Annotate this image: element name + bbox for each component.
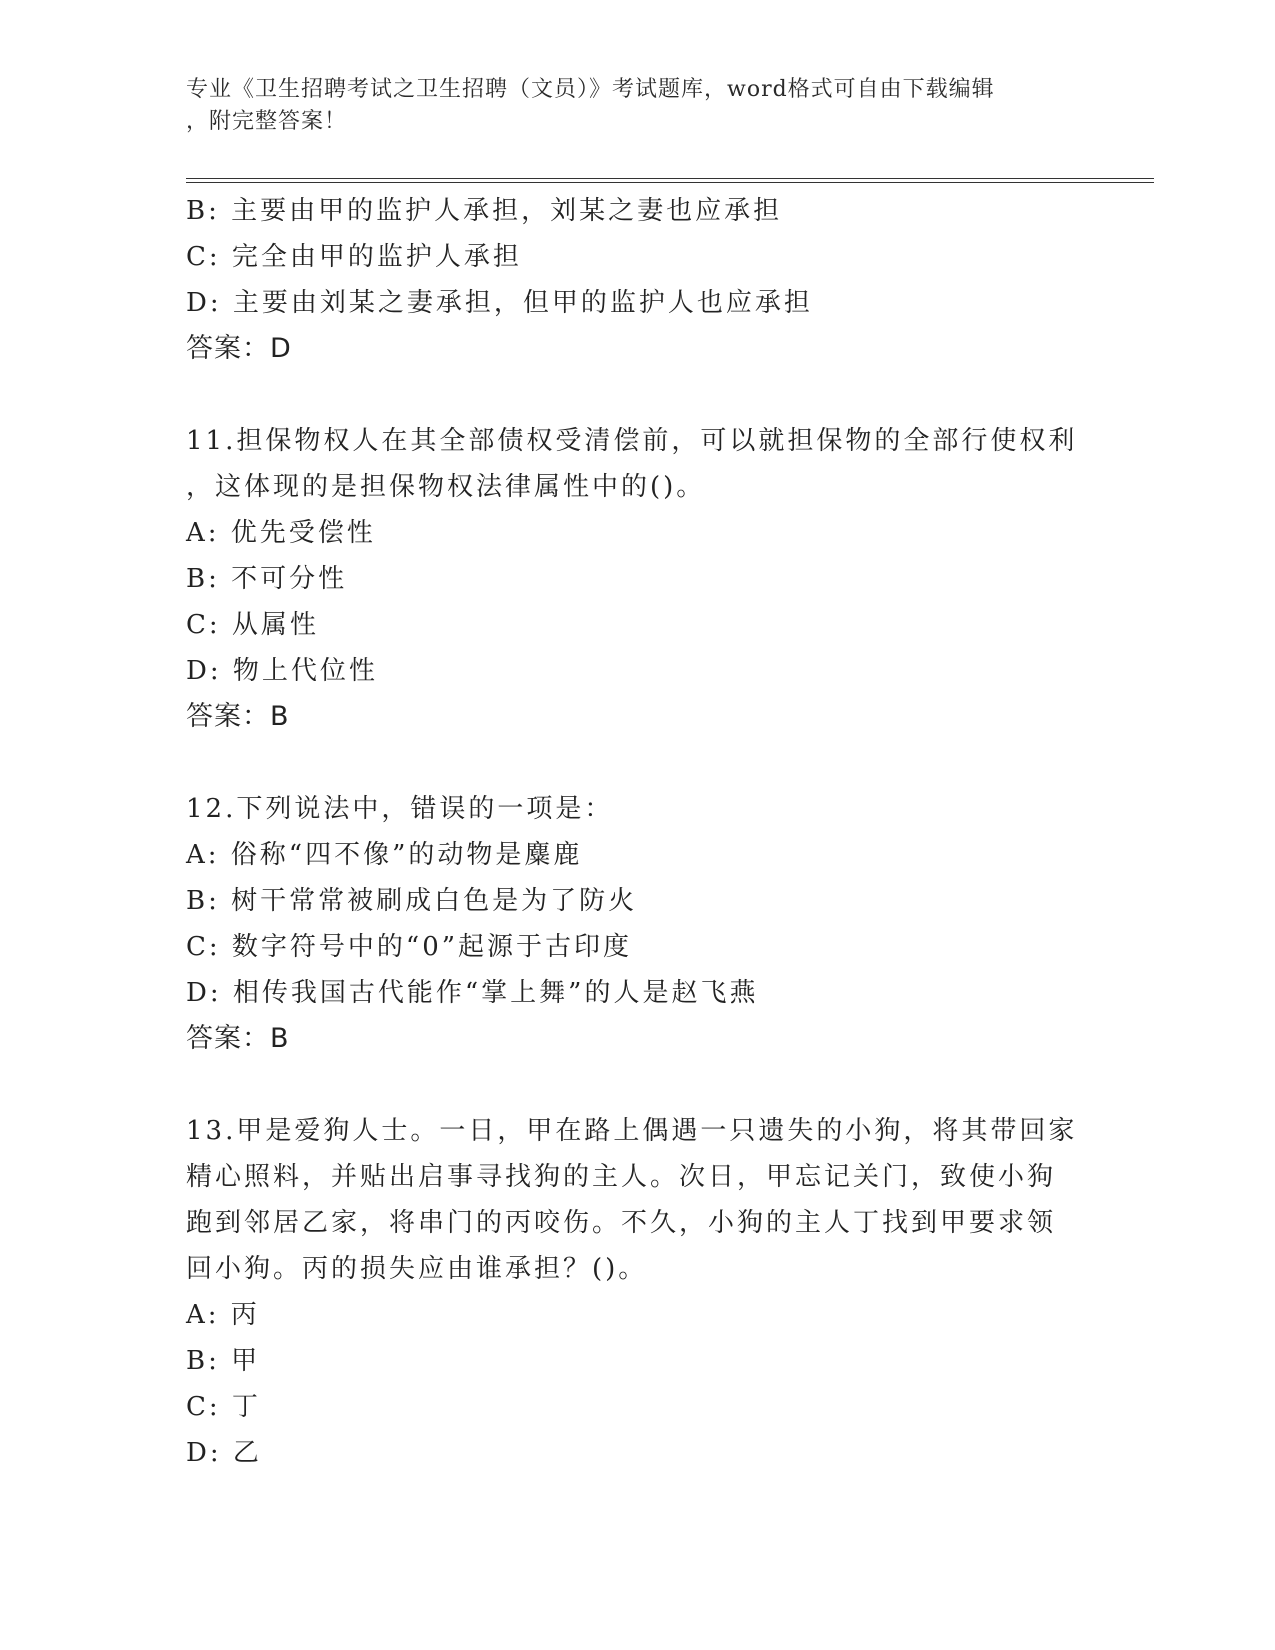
option-d: D: 主要由刘某之妻承担，但甲的监护人也应承担 — [186, 288, 813, 318]
header-divider-top — [186, 178, 1154, 179]
document-header — [186, 74, 1066, 138]
option-a: A: 优先受偿性 — [186, 518, 376, 548]
option-d: D: 相传我国古代能作“掌上舞”的人是赵飞燕 — [186, 978, 759, 1008]
question-text — [186, 1108, 1076, 1292]
option-c: C: 数字符号中的“0”起源于古印度 — [186, 932, 633, 962]
question-text-line: 精心照料，并贴出启事寻找狗的主人。次日，甲忘记关门，致使小狗 — [186, 1162, 1057, 1192]
question-13 — [186, 1108, 1086, 1476]
question-text-line: 12.下列说法中，错误的一项是： — [186, 794, 614, 824]
option-c: C: 从属性 — [186, 610, 319, 640]
question-12 — [186, 786, 1086, 1062]
option-a: A: 俗称“四不像”的动物是麋鹿 — [186, 840, 583, 870]
option-b: B: 主要由甲的监护人承担，刘某之妻也应承担 — [186, 196, 783, 226]
option-d: D: 乙 — [186, 1438, 262, 1468]
option-c: C: 丁 — [186, 1392, 261, 1422]
question-text — [186, 786, 1076, 832]
option-b: B: 不可分性 — [186, 564, 348, 594]
question-text-line: 回小狗。丙的损失应由谁承担？()。 — [186, 1254, 648, 1284]
question-text-line: 13.甲是爱狗人士。一日，甲在路上偶遇一只遗失的小狗，将其带回家 — [186, 1116, 1078, 1146]
option-c: C: 完全由甲的监护人承担 — [186, 242, 522, 272]
option-a: A: 丙 — [186, 1300, 260, 1330]
question-text-line: 跑到邻居乙家，将串门的丙咬伤。不久，小狗的主人丁找到甲要求领 — [186, 1208, 1057, 1238]
option-b: B: 树干常常被刷成白色是为了防火 — [186, 886, 638, 916]
document-content — [186, 188, 1086, 1476]
header-line-2: ，附完整答案！ — [186, 109, 348, 134]
option-b: B: 甲 — [186, 1346, 261, 1376]
option-d: D: 物上代位性 — [186, 656, 378, 686]
header-divider-bottom — [186, 182, 1154, 183]
answer-line: 答案：B — [186, 701, 290, 732]
prev-question — [186, 188, 1086, 372]
question-text-line: 11.担保物权人在其全部债权受清偿前，可以就担保物的全部行使权利 — [186, 426, 1078, 456]
question-11 — [186, 418, 1086, 740]
answer-line: 答案：B — [186, 1023, 290, 1054]
question-text — [186, 418, 1076, 510]
question-text-line: ，这体现的是担保物权法律属性中的()。 — [186, 472, 706, 502]
header-line-1: 专业《卫生招聘考试之卫生招聘（文员）》考试题库，word格式可自由下载编辑 — [186, 77, 995, 102]
answer-line: 答案：D — [186, 333, 292, 364]
